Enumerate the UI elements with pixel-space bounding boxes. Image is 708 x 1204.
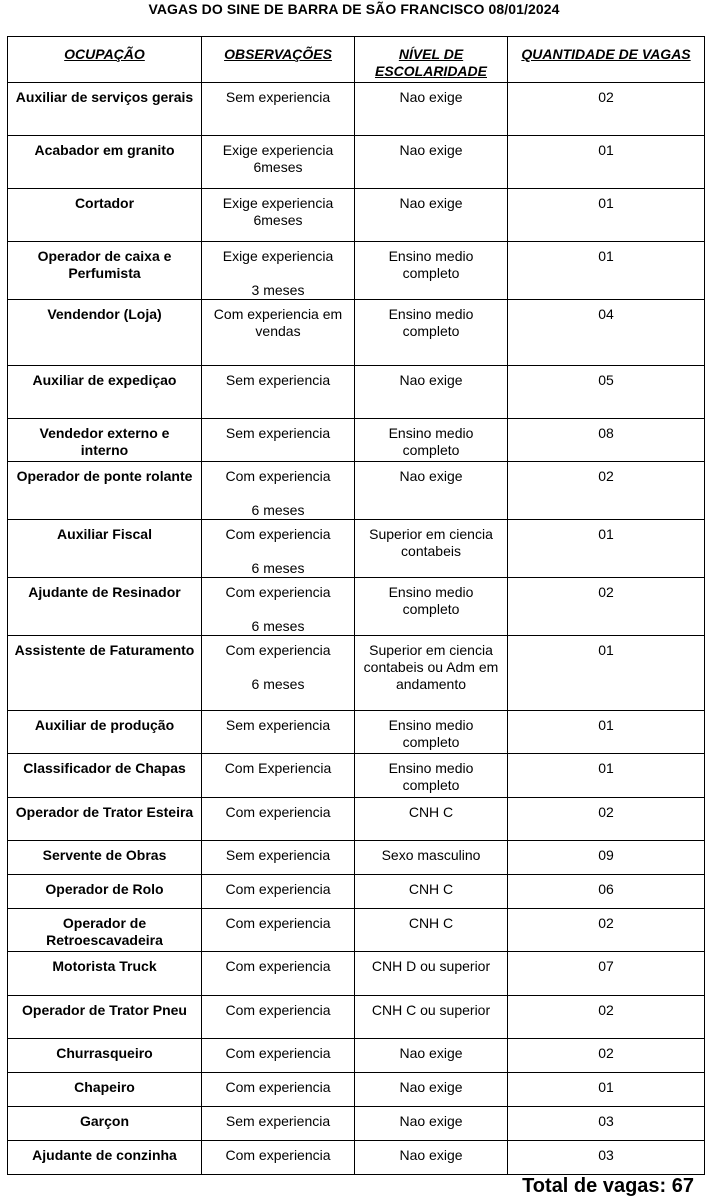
observation-cell: Sem experiencia xyxy=(202,419,355,462)
table-row xyxy=(8,841,705,875)
education-cell: Nao exige xyxy=(355,1141,508,1175)
header-escolaridade: NÍVEL DE ESCOLARIDADE xyxy=(355,37,508,83)
quantity-cell: 01 xyxy=(508,136,705,189)
quantity-cell: 02 xyxy=(508,462,705,520)
occupation-cell: Operador de Retroescavadeira xyxy=(8,909,202,952)
education-cell: Superior em ciencia contabeis xyxy=(355,520,508,578)
table-header-row xyxy=(8,37,705,83)
observation-cell: Com experiencia xyxy=(202,1039,355,1073)
table-row xyxy=(8,1107,705,1141)
education-cell: Ensino medio completo xyxy=(355,711,508,754)
quantity-cell: 02 xyxy=(508,798,705,841)
education-cell: Nao exige xyxy=(355,1107,508,1141)
occupation-cell: Auxiliar de produção xyxy=(8,711,202,754)
quantity-cell: 02 xyxy=(508,578,705,636)
header-observacoes: OBSERVAÇÕES xyxy=(202,37,355,83)
quantity-cell: 01 xyxy=(508,711,705,754)
quantity-cell: 05 xyxy=(508,366,705,419)
observation-cell: Com experiencia xyxy=(202,798,355,841)
total-vagas: Total de vagas: 67 xyxy=(522,1175,694,1197)
quantity-cell: 01 xyxy=(508,1073,705,1107)
table-row xyxy=(8,366,705,419)
occupation-cell: Auxiliar de serviços gerais xyxy=(8,83,202,136)
observation-cell: Sem experiencia xyxy=(202,841,355,875)
occupation-cell: Operador de Rolo xyxy=(8,875,202,909)
occupation-cell: Ajudante de conzinha xyxy=(8,1141,202,1175)
education-cell: CNH D ou superior xyxy=(355,952,508,996)
education-cell: Ensino medio completo xyxy=(355,419,508,462)
occupation-cell: Chapeiro xyxy=(8,1073,202,1107)
quantity-cell: 08 xyxy=(508,419,705,462)
table-row xyxy=(8,909,705,952)
education-cell: CNH C ou superior xyxy=(355,996,508,1039)
education-cell: Ensino medio completo xyxy=(355,578,508,636)
quantity-cell: 06 xyxy=(508,875,705,909)
quantity-cell: 01 xyxy=(508,520,705,578)
education-cell: Ensino medio completo xyxy=(355,754,508,798)
table-row xyxy=(8,798,705,841)
observation-cell: Exige experiencia 3 meses xyxy=(202,242,355,300)
education-cell: Nao exige xyxy=(355,83,508,136)
occupation-cell: Garçon xyxy=(8,1107,202,1141)
occupation-cell: Acabador em granito xyxy=(8,136,202,189)
quantity-cell: 03 xyxy=(508,1107,705,1141)
quantity-cell: 02 xyxy=(508,996,705,1039)
table-row xyxy=(8,520,705,578)
header-quantidade: QUANTIDADE DE VAGAS xyxy=(508,37,705,83)
observation-cell: Com experiencia xyxy=(202,875,355,909)
observation-cell: Com Experiencia xyxy=(202,754,355,798)
occupation-cell: Operador de Trator Esteira xyxy=(8,798,202,841)
quantity-cell: 02 xyxy=(508,1039,705,1073)
table-row xyxy=(8,83,705,136)
occupation-cell: Cortador xyxy=(8,189,202,242)
education-cell: Superior em ciencia contabeis ou Adm em andamento xyxy=(355,636,508,711)
table-row xyxy=(8,578,705,636)
table-row xyxy=(8,996,705,1039)
table-row xyxy=(8,711,705,754)
page-title: VAGAS DO SINE DE BARRA DE SÃO FRANCISCO 08/01/2024 xyxy=(148,1,560,17)
occupation-cell: Churrasqueiro xyxy=(8,1039,202,1073)
occupation-cell: Auxiliar de expediçao xyxy=(8,366,202,419)
education-cell: Nao exige xyxy=(355,366,508,419)
education-cell: Nao exige xyxy=(355,136,508,189)
table-row xyxy=(8,136,705,189)
observation-cell: Com experiencia xyxy=(202,909,355,952)
occupation-cell: Motorista Truck xyxy=(8,952,202,996)
observation-cell: Com experiencia xyxy=(202,952,355,996)
occupation-cell: Servente de Obras xyxy=(8,841,202,875)
education-cell: Ensino medio completo xyxy=(355,300,508,366)
occupation-cell: Operador de Trator Pneu xyxy=(8,996,202,1039)
quantity-cell: 01 xyxy=(508,242,705,300)
education-cell: Nao exige xyxy=(355,189,508,242)
table-row xyxy=(8,875,705,909)
occupation-cell: Operador de caixa e Perfumista xyxy=(8,242,202,300)
occupation-cell: Assistente de Faturamento xyxy=(8,636,202,711)
observation-cell: Com experiencia 6 meses xyxy=(202,520,355,578)
quantity-cell: 02 xyxy=(508,909,705,952)
quantity-cell: 09 xyxy=(508,841,705,875)
table-row xyxy=(8,300,705,366)
table-row xyxy=(8,754,705,798)
observation-cell: Sem experiencia xyxy=(202,366,355,419)
table-row xyxy=(8,636,705,711)
table-row xyxy=(8,189,705,242)
table-body xyxy=(8,83,705,1175)
occupation-cell: Vendedor externo e interno xyxy=(8,419,202,462)
occupation-cell: Vendendor (Loja) xyxy=(8,300,202,366)
education-cell: Sexo masculino xyxy=(355,841,508,875)
observation-cell: Sem experiencia xyxy=(202,1107,355,1141)
quantity-cell: 01 xyxy=(508,754,705,798)
occupation-cell: Operador de ponte rolante xyxy=(8,462,202,520)
observation-cell: Com experiencia em vendas xyxy=(202,300,355,366)
quantity-cell: 03 xyxy=(508,1141,705,1175)
vacancies-table xyxy=(7,36,705,1175)
table-row xyxy=(8,1073,705,1107)
table-row xyxy=(8,1141,705,1175)
education-cell: Nao exige xyxy=(355,1073,508,1107)
education-cell: Nao exige xyxy=(355,1039,508,1073)
observation-cell: Exige experiencia 6meses xyxy=(202,136,355,189)
table-row xyxy=(8,242,705,300)
observation-cell: Sem experiencia xyxy=(202,83,355,136)
quantity-cell: 04 xyxy=(508,300,705,366)
observation-cell: Com experiencia xyxy=(202,1141,355,1175)
observation-cell: Com experiencia 6 meses xyxy=(202,462,355,520)
occupation-cell: Auxiliar Fiscal xyxy=(8,520,202,578)
observation-cell: Com experiencia 6 meses xyxy=(202,578,355,636)
education-cell: CNH C xyxy=(355,909,508,952)
occupation-cell: Ajudante de Resinador xyxy=(8,578,202,636)
quantity-cell: 01 xyxy=(508,636,705,711)
education-cell: CNH C xyxy=(355,875,508,909)
occupation-cell: Classificador de Chapas xyxy=(8,754,202,798)
observation-cell: Exige experiencia 6meses xyxy=(202,189,355,242)
table-row xyxy=(8,419,705,462)
table-row xyxy=(8,1039,705,1073)
observation-cell: Com experiencia xyxy=(202,996,355,1039)
education-cell: Nao exige xyxy=(355,462,508,520)
observation-cell: Com experiencia xyxy=(202,1073,355,1107)
quantity-cell: 01 xyxy=(508,189,705,242)
observation-cell: Com experiencia 6 meses xyxy=(202,636,355,711)
table-row xyxy=(8,462,705,520)
header-ocupacao: OCUPAÇÃO xyxy=(8,37,202,83)
education-cell: CNH C xyxy=(355,798,508,841)
education-cell: Ensino medio completo xyxy=(355,242,508,300)
quantity-cell: 02 xyxy=(508,83,705,136)
observation-cell: Sem experiencia xyxy=(202,711,355,754)
quantity-cell: 07 xyxy=(508,952,705,996)
table-row xyxy=(8,952,705,996)
